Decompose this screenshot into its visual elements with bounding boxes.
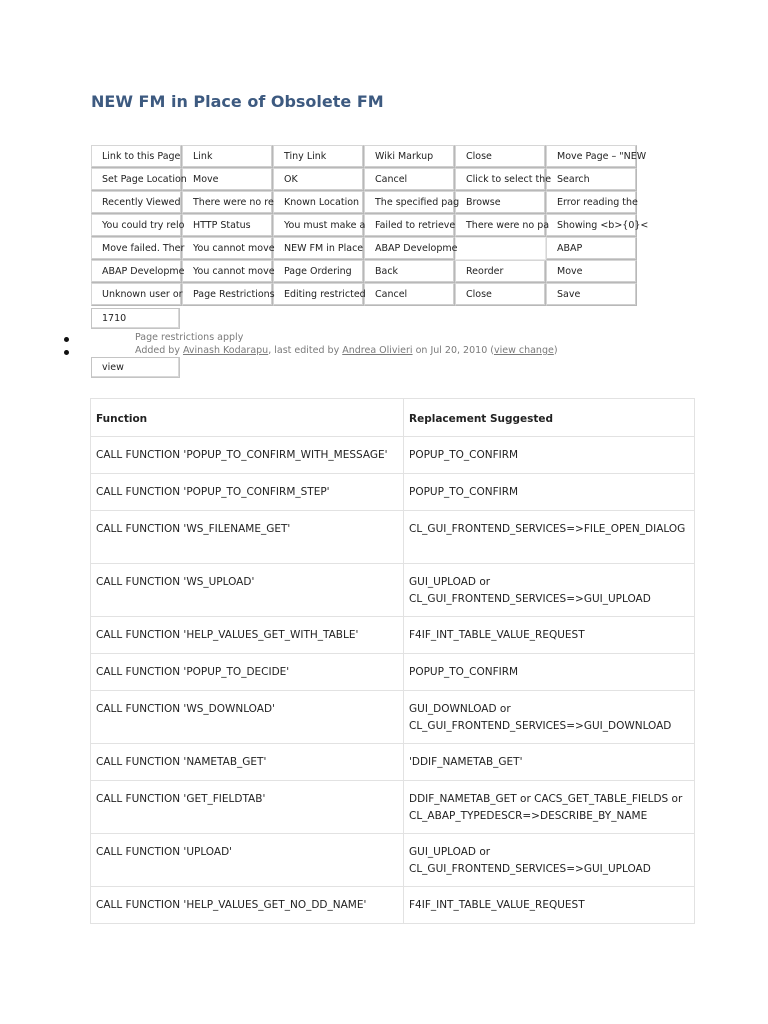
hidden-link-button-grid (91, 145, 649, 306)
button-grid-row (91, 237, 637, 260)
list-bullet (64, 337, 69, 342)
author-link[interactable]: Avinash Kodarapu (182, 345, 269, 356)
grid-button[interactable]: ABAP (546, 237, 637, 260)
grid-button[interactable]: OK (273, 168, 364, 191)
edited-by-label: , last edited by (268, 345, 343, 356)
replacement-cell: F4IF_INT_TABLE_VALUE_REQUEST (404, 887, 695, 924)
restrictions-notice: Page restrictions apply (135, 332, 244, 343)
button-grid-row (91, 145, 637, 168)
grid-button[interactable]: Click to select the (455, 168, 546, 191)
editor-link[interactable]: Andrea Olivieri (342, 345, 413, 356)
grid-button[interactable]: Back (364, 260, 455, 283)
grid-button[interactable]: There were no pa (455, 214, 546, 237)
function-cell: CALL FUNCTION 'HELP_VALUES_GET_NO_DD_NAME' (91, 887, 404, 924)
function-cell: CALL FUNCTION 'WS_DOWNLOAD' (91, 691, 404, 744)
table-row (91, 691, 695, 744)
replacement-cell: POPUP_TO_CONFIRM (404, 437, 695, 474)
grid-button[interactable]: Reorder (455, 260, 546, 283)
grid-button[interactable]: You cannot move (182, 260, 273, 283)
grid-button[interactable]: Link (182, 145, 273, 168)
function-cell: CALL FUNCTION 'WS_FILENAME_GET' (91, 511, 404, 564)
function-cell: CALL FUNCTION 'POPUP_TO_CONFIRM_WITH_MESSAGE' (91, 437, 404, 474)
grid-button[interactable]: Save (546, 283, 637, 306)
added-by-label: Added by (135, 345, 183, 356)
grid-button[interactable]: You must make a (273, 214, 364, 237)
replacement-cell: GUI_UPLOAD or CL_GUI_FRONTEND_SERVICES=>GUI_UPLOAD (404, 834, 695, 887)
grid-button[interactable]: Editing restricted (273, 283, 364, 306)
table-row (91, 834, 695, 887)
edit-date: on Jul 20, 2010 ( (412, 345, 494, 356)
table-row (91, 474, 695, 511)
grid-button[interactable]: Browse (455, 191, 546, 214)
grid-button (455, 237, 546, 260)
button-grid-row (91, 260, 637, 283)
grid-button[interactable]: Move Page – "NEW (546, 145, 637, 168)
grid-button[interactable]: Unknown user or (91, 283, 182, 306)
function-cell: CALL FUNCTION 'NAMETAB_GET' (91, 744, 404, 781)
replacement-cell: DDIF_NAMETAB_GET or CACS_GET_TABLE_FIELDS or CL_ABAP_TYPEDESCR=>DESCRIBE_BY_NAME (404, 781, 695, 834)
table-row (91, 781, 695, 834)
grid-button[interactable]: You could try relo (91, 214, 182, 237)
grid-button[interactable]: Cancel (364, 283, 455, 306)
table-row (91, 654, 695, 691)
list-bullet (64, 350, 69, 355)
page-id-box: 1710 (91, 308, 180, 329)
table-header-row (91, 399, 695, 437)
grid-button[interactable]: The specified pag (364, 191, 455, 214)
function-cell: CALL FUNCTION 'UPLOAD' (91, 834, 404, 887)
grid-button[interactable]: Tiny Link (273, 145, 364, 168)
grid-button[interactable]: Page Restrictions (182, 283, 273, 306)
function-replacement-table (90, 398, 695, 924)
view-change-link[interactable]: view change (493, 345, 554, 356)
grid-button[interactable]: There were no re (182, 191, 273, 214)
grid-button[interactable]: Search (546, 168, 637, 191)
function-cell: CALL FUNCTION 'HELP_VALUES_GET_WITH_TABLE' (91, 617, 404, 654)
page-title: NEW FM in Place of Obsolete FM (91, 92, 384, 111)
grid-button[interactable]: Close (455, 145, 546, 168)
header-function: Function (91, 399, 404, 437)
grid-button[interactable]: Move (546, 260, 637, 283)
grid-button[interactable]: Wiki Markup (364, 145, 455, 168)
button-grid-row (91, 214, 637, 237)
grid-button[interactable]: Move (182, 168, 273, 191)
page-attribution (135, 345, 558, 356)
button-grid-row (91, 283, 637, 306)
close-paren: ) (553, 345, 558, 356)
grid-button[interactable]: Known Location (273, 191, 364, 214)
grid-button[interactable]: Error reading the (546, 191, 637, 214)
table-row (91, 617, 695, 654)
grid-button[interactable]: HTTP Status (182, 214, 273, 237)
grid-button[interactable]: Move failed. Ther (91, 237, 182, 260)
replacement-cell: GUI_DOWNLOAD or CL_GUI_FRONTEND_SERVICES=>GUI_DOWNLOAD (404, 691, 695, 744)
table-row (91, 437, 695, 474)
button-grid-row (91, 191, 637, 214)
replacement-cell: POPUP_TO_CONFIRM (404, 474, 695, 511)
grid-button[interactable]: You cannot move (182, 237, 273, 260)
grid-button[interactable]: Cancel (364, 168, 455, 191)
grid-button[interactable]: Close (455, 283, 546, 306)
grid-button[interactable]: Recently Viewed (91, 191, 182, 214)
view-box: view (91, 357, 180, 378)
table-row (91, 511, 695, 564)
table-row (91, 887, 695, 924)
grid-button[interactable]: Failed to retrieve (364, 214, 455, 237)
grid-button[interactable]: Page Ordering (273, 260, 364, 283)
replacement-cell: 'DDIF_NAMETAB_GET' (404, 744, 695, 781)
grid-button[interactable]: Set Page Location (91, 168, 182, 191)
replacement-cell: CL_GUI_FRONTEND_SERVICES=>FILE_OPEN_DIALOG (404, 511, 695, 564)
table-row (91, 564, 695, 617)
function-cell: CALL FUNCTION 'GET_FIELDTAB' (91, 781, 404, 834)
function-cell: CALL FUNCTION 'POPUP_TO_DECIDE' (91, 654, 404, 691)
grid-button[interactable]: Showing <b>{0}< (546, 214, 637, 237)
replacement-cell: POPUP_TO_CONFIRM (404, 654, 695, 691)
header-replacement: Replacement Suggested (404, 399, 695, 437)
function-cell: CALL FUNCTION 'WS_UPLOAD' (91, 564, 404, 617)
grid-button[interactable]: NEW FM in Place (273, 237, 364, 260)
replacement-cell: F4IF_INT_TABLE_VALUE_REQUEST (404, 617, 695, 654)
button-grid-row (91, 168, 637, 191)
replacement-cell: GUI_UPLOAD or CL_GUI_FRONTEND_SERVICES=>GUI_UPLOAD (404, 564, 695, 617)
grid-button[interactable]: ABAP Developme (91, 260, 182, 283)
table-row (91, 744, 695, 781)
grid-button[interactable]: ABAP Developme (364, 237, 455, 260)
function-cell: CALL FUNCTION 'POPUP_TO_CONFIRM_STEP' (91, 474, 404, 511)
grid-button[interactable]: Link to this Page (91, 145, 182, 168)
